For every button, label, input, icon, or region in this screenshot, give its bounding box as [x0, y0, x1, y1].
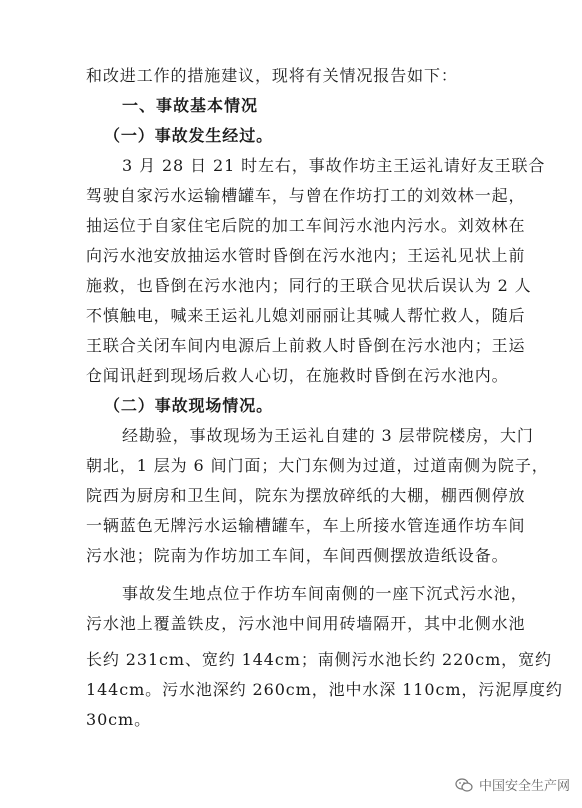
- text-line: 施救，也昏倒在污水池内；同行的王联合见状后误认为 2 人: [86, 276, 532, 295]
- subsection-heading: （一）事故发生经过。: [104, 126, 274, 145]
- watermark: [455, 775, 570, 794]
- text-line: 污水池；院南为作坊加工车间，车间西侧摆放造纸设备。: [86, 546, 509, 565]
- text-line: 污水池上覆盖铁皮，污水池中间用砖墙隔开，其中北侧水池: [86, 614, 526, 633]
- text-line: 仓闻讯赶到现场后救人心切，在施救时昏倒在污水池内。: [86, 366, 509, 385]
- text-line: 30cm。: [86, 710, 151, 729]
- text-line: 院西为厨房和卫生间，院东为摆放碎纸的大棚，棚西侧停放: [86, 486, 526, 505]
- text-line: 王联合关闭车间内电源后上前救人时昏倒在污水池内；王运: [86, 336, 526, 355]
- text-line: 一辆蓝色无牌污水运输槽罐车，车上所接水管连通作坊车间: [86, 516, 526, 535]
- text-line: 朝北，1 层为 6 间门面；大门东侧为过道，过道南侧为院子，: [86, 456, 549, 475]
- text-line: 向污水池安放抽运水管时昏倒在污水池内；王运礼见状上前: [86, 246, 526, 265]
- text-line: 抽运位于自家住宅后院的加工车间污水池内污水。刘效林在: [86, 216, 526, 235]
- watermark-text: 中国安全生产网: [478, 779, 570, 794]
- text-line: 3 月 28 日 21 时左右，事故作坊主王运礼请好友王联合: [122, 156, 546, 175]
- text-line: 和改进工作的措施建议，现将有关情况报告如下：: [86, 66, 458, 85]
- section-heading: 一、事故基本情况: [122, 96, 259, 115]
- text-line: 驾驶自家污水运输槽罐车，与曾在作坊打工的刘效林一起，: [86, 186, 526, 205]
- text-line: 事故发生地点位于作坊车间南侧的一座下沉式污水池，: [122, 584, 528, 603]
- subsection-heading: （二）事故现场情况。: [104, 396, 274, 415]
- wechat-icon: [455, 778, 473, 792]
- text-line: 经勘验，事故现场为王运礼自建的 3 层带院楼房，大门: [122, 426, 534, 445]
- text-line: 不慎触电，喊来王运礼儿媳刘丽丽让其喊人帮忙救人，随后: [86, 306, 526, 325]
- text-line: 144cm。污水池深约 260cm，池中水深 110cm，污泥厚度约: [86, 680, 563, 699]
- text-line: 长约 231cm、宽约 144cm；南侧污水池长约 220cm，宽约: [86, 650, 552, 669]
